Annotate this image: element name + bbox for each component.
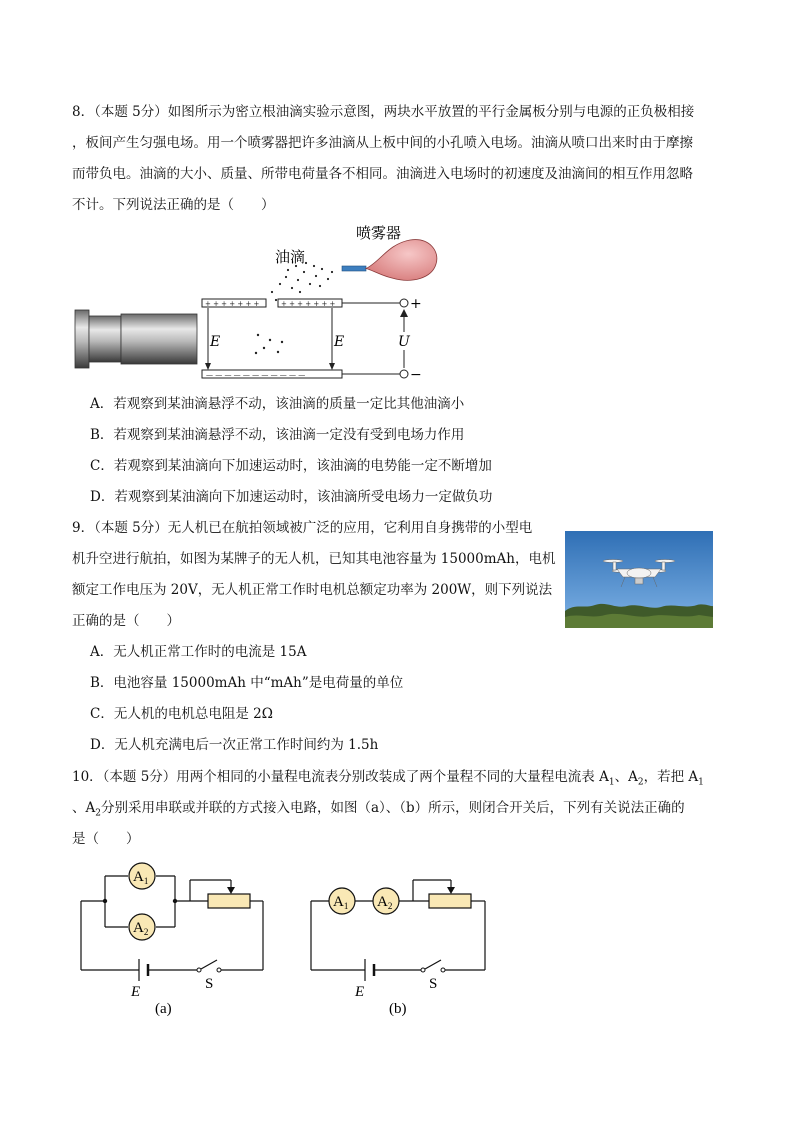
svg-text:A2: $A_2$ [377,894,393,911]
q9-option-b[interactable]: B．电池容量 15000mAh 中“mAh”是电荷量的单位 [90,675,404,691]
field-label-left: E [210,334,221,350]
switch-label-a: S [205,976,214,992]
microscope-icon [75,310,197,368]
sprayer-icon [342,240,437,281]
minus-terminal-label: − [410,367,422,383]
q9-stem-line-2: 机升空进行航拍，如图为某牌子的无人机，已知其电池容量为 15000mAh，电机 [72,551,556,567]
q8-stem-line-3: 而带负电。油滴的大小、质量、所带电荷量各不相同。油滴进入电场时的初速度及油滴间的相互作用忽略 [72,166,693,182]
field-label-right: E [334,334,345,350]
q9-option-a[interactable]: A．无人机正常工作时的电流是 15A [90,644,307,660]
caption-a: (a) [155,1001,172,1017]
q8-option-a[interactable]: A．若观察到某油滴悬浮不动，该油滴的质量一定比其他油滴小 [90,396,465,412]
ammeter-a1-icon [129,863,155,889]
droplet-label: 油滴 [275,248,306,266]
svg-text:+ + + + + + +: + + + + + + + [281,300,336,308]
q8-option-d[interactable]: D．若观察到某油滴向下加速运动时，该油滴所受电场力一定做负功 [90,489,493,505]
ammeter-a2-icon [129,914,155,940]
q9-option-c[interactable]: C．无人机的电机总电阻是 2Ω [90,706,273,722]
q9-stem-line-1: 9．（本题 5分）无人机已在航拍领域被广泛的应用，它利用自身携带的小型电 [72,520,533,536]
q9-stem-line-4: 正确的是（ ） [72,613,180,629]
q8-option-c[interactable]: C．若观察到某油滴向下加速运动时，该油滴的电势能一定不断增加 [90,458,492,474]
q9-stem-line-3: 额定工作电压为 20V，无人机正常工作时电机总额定功率为 200W，则下列说法 [72,582,553,598]
battery-label-b: E [355,984,365,1000]
svg-text:— — — — — — — — — — —: — — — — — — — — — — — [206,371,306,379]
ammeter-a1-icon [329,888,355,914]
switch-label-b: S [429,976,438,992]
ammeter-a2-icon [373,888,399,914]
q8-stem-line-2: ，板间产生匀强电场。用一个喷雾器把许多油滴从上板中间的小孔喷入电场。油滴从喷口出来时由于摩擦 [72,135,693,151]
q10-stem-line-2: 、$A_2$分别采用串联或并联的方式接入电路，如图（a）、（b）所示，则闭合开关后，下列有关说法正确的 [72,800,685,819]
millikan-oil-drop-diagram [70,222,440,384]
caption-b: (b) [389,1001,407,1017]
battery-label-a: E [131,984,141,1000]
q8-stem-line-4: 不计。下列说法正确的是（ ） [72,197,275,213]
svg-text:+ + + + + + +: + + + + + + + [205,300,260,308]
q10-stem-line-3: 是（ ） [72,831,140,847]
q10-stem-line-1: 10．（本题 5分）用两个相同的小量程电流表分别改装成了两个量程不同的大量程电流表 $A_1$、$A_2$，若把 $A_1$ [72,769,704,788]
svg-text:A1: $A_1$ [133,869,149,886]
q8-stem-line-1: 8．（本题 5分）如图所示为密立根油滴实验示意图，两块水平放置的平行金属板分别与电源的正负极相接 [72,104,695,120]
svg-text:A1: $A_1$ [333,894,349,911]
drone-photo [565,531,713,628]
sprayer-label: 喷雾器 [356,224,402,242]
plus-terminal-label: + [410,296,422,312]
circuit-diagram-b [305,858,505,1018]
q8-option-b[interactable]: B．若观察到某油滴悬浮不动，该油滴一定没有受到电场力作用 [90,427,465,443]
circuit-diagram-a [75,858,275,1018]
q9-option-d[interactable]: D．无人机充满电后一次正常工作时间约为 1.5h [90,737,379,753]
voltage-label: U [398,334,410,350]
svg-text:A2: $A_2$ [133,920,149,937]
